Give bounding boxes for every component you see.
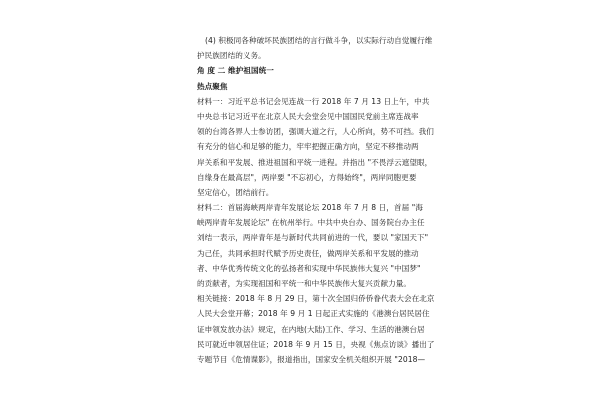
text-line: 为己任，共同承担时代赋予历史责任，做两岸关系和平发展的推动 [197,248,419,258]
text-line: (4) 积极同各种破坏民族团结的言行做斗争，以实际行动自觉履行维 [205,36,433,45]
subsection-heading: 热点聚焦 [197,81,228,91]
text-line: 的贡献者，为实现祖国和平统一和中华民族伟大复兴贡献力量。 [197,279,412,288]
text-line: 相关链接：2018 年 8 月 29 日，第十次全国归侨侨眷代表大会在北京 [197,294,435,304]
text-line: 者、中华优秀传统文化的弘扬者和实现中华民族伟大复兴 "中国梦" [197,263,421,273]
text-line: 刘结一表示，两岸青年是与新时代共同前进的一代，要以 "家国天下" [197,233,429,243]
text-line: 中央总书记习近平在北京人民大会堂会见中国国民党前主席连战率 [197,111,419,121]
text-line: 有充分的信心和足够的能力，牢牢把握正确方向，坚定不移推动两 [197,142,419,152]
text-line: 材料二：首届海峡两岸青年发展论坛 2018 年 7 月 8 日，首届 "海 [197,203,423,213]
text-line: 专题节目《危情谍影》，报道指出，国家安全机关组织开展 "2018— [197,354,426,364]
text-line: 岸关系和平发展、推进祖国和平统一进程。并指出 "不畏浮云遮望眼， [197,157,433,167]
text-line: 领的台湾各界人士参访团，强调大道之行，人心所向，势不可挡。我们 [197,127,434,137]
document-text [197,33,435,367]
text-line: 民可就近申领居住证；2018 年 9 月 15 日，央视《焦点访谈》播出了 [197,339,435,349]
text-line: 材料一：习近平总书记会见连战一行 2018 年 7 月 13 日上午，中共 [197,96,430,106]
text-line: 坚定信心，团结前行。 [197,187,274,197]
text-line: 自缘身在最高层"，两岸要 "不忘初心，方得始终"，两岸同胞更要 [197,172,417,182]
text-line: 人民大会堂开幕；2018 年 9 月 1 日起正式实施的《港澳台居民居住 [197,309,430,319]
text-line: 峡两岸青年发展论坛" 在杭州举行。中共中央台办、国务院台办主任 [197,218,425,228]
text-line: 证申领发放办法》规定，在内地(大陆)工作、学习、生活的港澳台居 [197,324,425,334]
text-line: 护民族团结的义务。 [197,51,266,61]
section-heading: 角 度 二 维护祖国统一 [197,66,274,76]
